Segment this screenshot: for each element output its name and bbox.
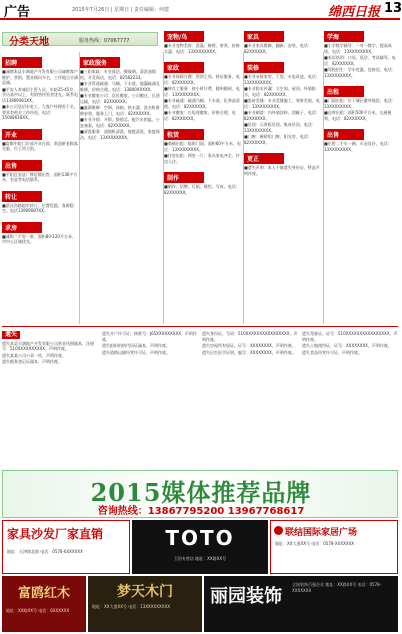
- ad-subtitle: 地址：XX大道XX号 电话：0578-XXXXXXX: [275, 541, 355, 546]
- classified-hotline: 服务热线：07067777: [79, 38, 130, 44]
- notice-column-3: [202, 331, 298, 465]
- page-header: [0, 0, 400, 20]
- notice-item: 遗失土地使用证，证号：XXXXXXXX，声明作废。: [302, 343, 392, 348]
- classified-entry: ■门窗：断桥铝门窗、阳光房，电话：82XXXXXX。: [244, 134, 312, 145]
- section-heading: 家政服务: [80, 57, 120, 68]
- classified-column-2: [80, 24, 162, 324]
- banner-phone: 咨询热线：13867795200 13967768617: [97, 506, 305, 517]
- classified-entry: ■诚购二手房一套，面积80-120平方米，市中心区域优先。: [2, 233, 76, 244]
- ad-subtitle: 地址：天津路北路 电话：0578-6XXXXXX: [7, 549, 83, 554]
- classified-entry: ■三阳家政：专业保洁、擦玻璃、清洗油烟机、开荒保洁，电话：82562233。: [80, 69, 156, 80]
- classified-entry: ■钟点工服务：按小时计费，随叫随到，电话：13XXXXXXXX。: [164, 86, 240, 97]
- ad-subtitle: 地址：XX大道XX号 电话：13XXXXXXXXX: [92, 604, 170, 609]
- section-heading: 出租: [324, 86, 364, 97]
- ad-subtitle: 地址：XX路XX号 电话：6XXXXXX: [6, 608, 70, 613]
- classified-area: [2, 24, 398, 324]
- classified-entry: ■清洗服务：油烟机清洗、地毯清洗、家庭保洁，电话：13XXXXXXXX。: [80, 129, 160, 140]
- classified-entry: ■门面出租：位于城区繁华地段，电话：13XXXXXXXX。: [324, 98, 396, 109]
- classified-entry: ■专业保姆月嫂：培训上岗，持证服务，电话：82XXXXXX。: [164, 74, 240, 85]
- section-heading: 求房: [2, 222, 42, 233]
- banner-title: 2015媒体推荐品牌: [90, 478, 312, 507]
- ad-subtitle: 卫浴专营店 地址：XX路XX号: [173, 556, 227, 561]
- notice-item: 遗失食品经营许可证，声明作废。: [302, 349, 362, 355]
- ad-title: 家具沙发厂家直销: [7, 527, 104, 541]
- notice-column-1: [2, 331, 98, 465]
- classified-entry: ■专业刷漆：内外墙涂料、刮腻子，电话：82XXXXXX。: [244, 110, 320, 121]
- classified-entry: ■商铺出租：临街门面，面积60平方米，电话：13XXXXXXXX。: [164, 141, 241, 152]
- classified-entry: ■鑫源维修：空调、冰箱、热水器、洗衣机维修安装，服务上门，电话：82XXXXXX。: [80, 105, 160, 116]
- notice-item: 遗失税务登记证副本，声明作废。: [2, 359, 62, 364]
- section-heading: 开业: [2, 129, 42, 140]
- notice-item: 遗失某某公司公章一枚，声明作废。: [2, 352, 66, 358]
- section-heading: 学海: [324, 31, 364, 42]
- ad-title: TOTO: [165, 526, 235, 550]
- ad-furniture-sofa[interactable]: [2, 520, 130, 574]
- section-heading: 转让: [2, 191, 42, 202]
- classified-entry: ■专业家具维修、翻新、安装，电话：82XXXXXX。: [244, 43, 312, 54]
- classified-column-1: [2, 24, 78, 324]
- notice-item: 遗失组织机构代码证副本，声明作废。: [102, 343, 170, 348]
- classified-entry: ■富顺中院门诊部开业在即，欢迎新老顾客光临，位于西大街。: [2, 140, 78, 151]
- section-heading: 租赁: [164, 129, 204, 140]
- notice-item: 遗失开户许可证，核准号：J65XXXXXXXXX，声明作废。: [102, 331, 197, 342]
- classified-title: 分类天地: [9, 37, 49, 48]
- classified-entry: ■专业宠物美容：洗澡、修剪、寄养，价格实惠，电话：13XXXXXXXX。: [164, 43, 240, 54]
- ad-title: 梦天木门: [117, 584, 173, 600]
- notice-item: 遗失驾驶证，证号：510XXXXXXXXXXXXXXXX，声明作废。: [302, 331, 398, 342]
- notices-section: [2, 326, 398, 468]
- classified-entry: ■专业疏通：疏通马桶、下水道、化粪池清理，电话：82XXXXXX。: [164, 98, 240, 109]
- classified-entry: ■专业管道疏通：马桶、下水道、地漏疏通及维修，价格合理。电话：13800XXXXX。: [80, 81, 160, 92]
- section-heading: 家具: [244, 31, 284, 42]
- classified-entry: ■诚聘本县丰满地产开发有限公司诚聘客户维护、营销、置业顾问多名，工作地点丰满县城。: [2, 69, 78, 85]
- notice-item: 遗失道路运输经营许可证，声明作废。: [102, 349, 170, 355]
- section-heading: 家政: [164, 62, 204, 73]
- classified-column-4: [244, 24, 322, 324]
- classified-entry: ■滨河西路超市转让，位置优越，客源稳定。电话13909087XX。: [2, 202, 74, 213]
- notice-item: 遗失出生医学证明，编号：XXXXXXXX，声明作废。: [202, 349, 296, 355]
- section-heading: 装修: [244, 62, 284, 73]
- ad-decoration[interactable]: [204, 576, 398, 632]
- issue-meta: 2015年7月26日 | 星期日 | 责任编辑：何建: [72, 7, 169, 13]
- ad-subtitle: 全国装饰百强企业 地址：XX路XX号 电话：0578-XXXXXXX: [292, 582, 382, 593]
- classified-entry: ■专业开锁：开锁、换锁芯、配汽车钥匙，公安备案，电话：82XXXXXX。: [80, 117, 160, 128]
- classified-entry: ■吊顶：石膏板吊顶、集成吊顶，电话：13XXXXXXXX。: [244, 122, 316, 133]
- ads-area: [2, 520, 398, 632]
- ad-toto[interactable]: [132, 520, 268, 574]
- newspaper-brand: 绵西日报: [328, 5, 381, 20]
- section-heading: 出售: [2, 160, 42, 171]
- ad-title: 丽园装饰: [210, 586, 282, 607]
- section-heading: 招聘: [2, 57, 42, 68]
- notice-item: 遗失本县丰满地产开发有限公司营业执照副本，注册号：510XXXXXXXXXX，声明作废。: [2, 340, 94, 351]
- classified-entry: ■驾校招生：学车优惠，包接送，电话：13XXXXXXXX。: [324, 67, 396, 78]
- classified-entry: ■英语培训：口语、语法、考试辅导，电话：82XXXXXX。: [324, 55, 396, 66]
- classified-entry: ■专业搬家公司：居民搬家、公司搬迁、长途运输，电话：82XXXXXX。: [80, 93, 160, 104]
- ad-title: 联结国际家居广场: [285, 528, 358, 538]
- classified-entry: ■瓷砖美缝：专业美缝施工，效果美观，电话：13XXXXXXXX。: [244, 98, 320, 109]
- classified-column-5: [324, 24, 398, 324]
- page-number: 13: [384, 1, 402, 16]
- notice-item: 遗失身份证，号码：510XXXXXXXXXXXXXXXX，声明作废。: [202, 331, 298, 342]
- brand-logo-icon: [274, 526, 283, 535]
- ad-home-plaza[interactable]: [270, 520, 398, 574]
- classified-column-3: [164, 24, 242, 324]
- classified-entry: ■平阳区安县广弹店铺出售，面积136平方米，有意者电话联系。: [2, 171, 78, 182]
- classified-entry: ■本公司急招水电工、大客户经理若干名，要求有相关工作经验。电话：15008618XX。: [2, 104, 78, 120]
- classified-entry: ■制作：招牌、灯箱、喷绘、写真，电话：82XXXXXX。: [164, 184, 240, 195]
- classified-entry: ■遗失声明：本人不慎遗失身份证，特此声明作废。: [244, 165, 320, 176]
- classified-entry: ■住房出租：两室一厅，家具家电齐全，拎包入住。: [164, 153, 240, 164]
- notices-title: 遗失: [2, 331, 20, 339]
- ad-redwood[interactable]: [2, 576, 86, 632]
- classified-entry: ■小学数学辅导：一对一教学，提高成绩，电话：13XXXXXXXX。: [324, 43, 392, 54]
- section-heading: 制作: [164, 172, 204, 183]
- section-heading: 更正: [244, 153, 284, 164]
- classified-entry: ■专业承接家装、工装，水电改造，电话：13XXXXXXXX。: [244, 74, 320, 85]
- classified-entry: ■平安人寿诚招主管人员，年龄25-45岁，学历高中以上，有销售经验者优先。联系电话13969481XX。: [2, 86, 78, 103]
- section-heading: 宠物/鸟: [164, 31, 204, 42]
- section-label: 广告: [4, 5, 31, 20]
- section-heading: 出售: [324, 129, 364, 140]
- ad-wood-doors[interactable]: [88, 576, 202, 632]
- notice-item: 遗失房屋所有权证，证号：XXXXXXXX，声明作废。: [202, 343, 296, 348]
- media-brand-banner: [2, 470, 398, 518]
- classified-entry: ■出售二手车一辆，车况良好，电话：13XXXXXXXX。: [324, 141, 392, 152]
- ad-title: 富鸥红木: [17, 586, 70, 601]
- classified-entry: ■专业搬家：长短途搬家，价格合理，电话：82XXXXXX。: [164, 110, 236, 121]
- classified-entry: ■仓库出租：面积500平方米，交通便利，电话：82XXXXXX。: [324, 110, 392, 121]
- classified-entry: ■专业防水补漏：卫生间、屋顶、外墙防水，电话：82XXXXXX。: [244, 86, 316, 97]
- notice-column-2: [102, 331, 198, 465]
- notice-column-4: [302, 331, 398, 465]
